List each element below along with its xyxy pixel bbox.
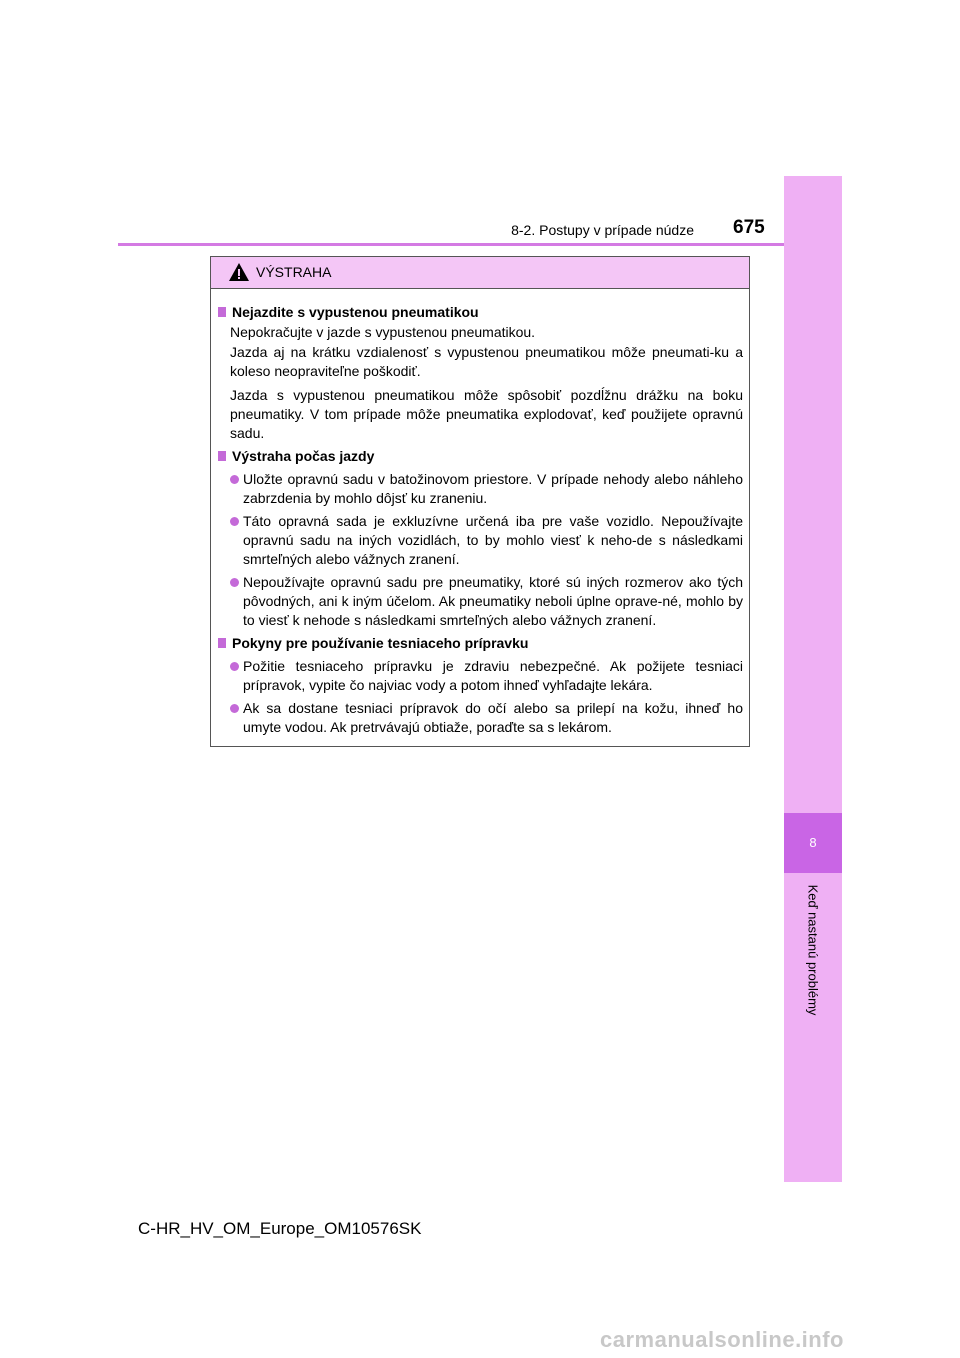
chapter-side-tab bbox=[784, 176, 842, 1182]
section-heading: Nejazdite s vypustenou pneumatikou bbox=[218, 303, 743, 322]
square-bullet-icon bbox=[218, 451, 226, 461]
page-number: 675 bbox=[733, 217, 765, 238]
paragraph: Jazda aj na krátku vzdialenosť s vypustenou pneumatikou môže pneumati-ku a koleso neopraviteľne poškodiť. bbox=[230, 344, 743, 379]
chapter-title-vertical: Keď nastanú problémy bbox=[805, 884, 821, 1016]
document-code: C-HR_HV_OM_Europe_OM10576SK bbox=[138, 1219, 422, 1238]
header-rule bbox=[118, 243, 784, 246]
circle-bullet-icon bbox=[230, 662, 239, 671]
circle-bullet-icon bbox=[230, 517, 239, 526]
circle-bullet-icon bbox=[230, 475, 239, 484]
warning-body bbox=[211, 289, 749, 737]
square-bullet-icon bbox=[218, 638, 226, 648]
circle-bullet-icon bbox=[230, 578, 239, 587]
warning-title: VÝSTRAHA bbox=[256, 264, 332, 280]
list-item: Nepoužívajte opravnú sadu pre pneumatiky, ktoré sú iných rozmerov ako tých pôvodných, ani k iným účelom. Ak pneumatiky neboli úplne oprave-né, mohlo by to viesť k nehode s následkami smrteľných alebo vážnych zranení. bbox=[218, 573, 743, 630]
section-title: 8-2. Postupy v prípade núdze bbox=[511, 222, 694, 238]
paragraph: Nepokračujte v jazde s vypustenou pneumatikou. bbox=[230, 324, 536, 340]
watermark: carmanualsonline.info bbox=[600, 1327, 844, 1352]
section-heading: Pokyny pre používanie tesniaceho prípravku bbox=[218, 634, 743, 653]
list-item: Táto opravná sada je exkluzívne určená iba pre vaše vozidlo. Nepoužívajte opravnú sadu na iných vozidlách, to by mohlo viesť k neho-de s následkami smrteľných alebo vážnych zranení. bbox=[218, 512, 743, 569]
circle-bullet-icon bbox=[230, 704, 239, 713]
section-heading: Výstraha počas jazdy bbox=[218, 447, 743, 466]
warning-box bbox=[210, 256, 750, 747]
square-bullet-icon bbox=[218, 307, 226, 317]
warning-triangle-icon bbox=[228, 262, 250, 282]
paragraph: Jazda s vypustenou pneumatikou môže spôsobiť pozdĺžnu drážku na boku pneumatiky. V tom prípade môže pneumatika explodovať, keď použijete opravnú sadu. bbox=[230, 387, 743, 441]
warning-header bbox=[211, 257, 749, 289]
list-item: Uložte opravnú sadu v batožinovom priestore. V prípade nehody alebo náhleho zabrzdenia by mohlo dôjsť ku zraneniu. bbox=[218, 470, 743, 508]
list-item: Ak sa dostane tesniaci prípravok do očí alebo sa prilepí na kožu, ihneď ho umyte vodou. Ak pretrvávajú obtiaže, poraďte sa s lekárom. bbox=[218, 699, 743, 737]
list-item: Požitie tesniaceho prípravku je zdraviu nebezpečné. Ak požijete tesniaci prípravok, vypite čo najviac vody a potom ihneď vyhľadajte lekára. bbox=[218, 657, 743, 695]
chapter-number-tab: 8 bbox=[784, 813, 842, 873]
